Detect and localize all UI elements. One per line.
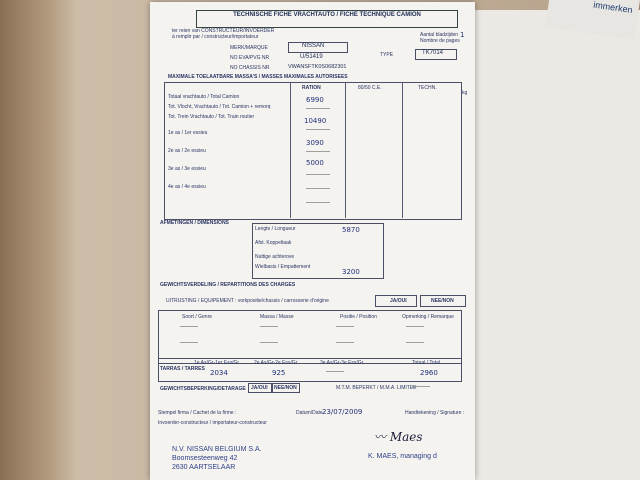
company-city: 2630 AARTSELAAR	[172, 464, 236, 471]
equipment-label: UITRUSTING / EQUIPEMENT : vorkpositie/chassis / carrosserie d'origine	[166, 298, 329, 304]
tare-value: 925	[272, 369, 286, 377]
tare-col: 3e As/Gr-3e Ess/Gr	[320, 360, 364, 366]
date-value: 23/07/2009	[322, 408, 363, 416]
row-label: 4e as / 4e essieu	[168, 184, 206, 190]
dims-title: AFMETINGEN / DIMENSIONS	[160, 220, 229, 226]
pages-count: 1	[460, 31, 465, 39]
row-label: 1e as / 1er essieu	[168, 130, 208, 136]
company-street: Boomsesteenweg 42	[172, 455, 238, 462]
tare-col: 2e As/Gr-2e Ess/Gr	[254, 360, 298, 366]
header-title: TECHNISCHE FICHE VRACHTAUTO / FICHE TECHNIQUE CAMION	[233, 12, 421, 18]
wheelbase-value: 3200	[342, 268, 360, 276]
importer-label: Invoerder-constructeur / importateur-constructeur	[158, 420, 267, 426]
mtm-label: M.T.M. BEPERKT / M.M.A. LIMITEE	[336, 385, 417, 391]
sheet-header	[196, 10, 458, 28]
row-label: Tot. Vlocht, Vrachtauto / Tot. Camion + remorq	[168, 104, 271, 110]
load-col: Massa / Masse	[260, 314, 294, 320]
type-label: TYPE	[380, 52, 394, 58]
make-value: NISSAN	[302, 43, 325, 49]
tare-label: TARRAS / TARRES	[160, 366, 205, 372]
row-value: 5000	[306, 159, 324, 167]
company-stamp: N.V. NISSAN BELGIUM S.A.	[172, 446, 262, 453]
header-line3: à remplir par / constructeur/importateur	[172, 34, 259, 40]
cab-label: Afst. Koppeltaak	[255, 240, 292, 246]
tare-value: 2960	[420, 369, 438, 377]
row-label: Totaal vrachtauto / Total Camion	[168, 94, 240, 100]
limiter-yes: JA/OUI	[251, 385, 268, 391]
stamp-label: Stempel firma / Cachet de la firme :	[158, 410, 237, 416]
pages-label-a: Aantal bladzijden	[420, 32, 459, 38]
tare-value: 2034	[210, 369, 228, 377]
equip-no: NEE/NON	[431, 298, 454, 304]
row-label: 3e as / 3e essieu	[168, 166, 206, 172]
corner-text: immerken	[592, 0, 634, 16]
date-label: Datum/Date :	[296, 410, 326, 416]
pages-label-b: Nombre de pages	[420, 38, 460, 44]
type-value: TK7014	[422, 50, 444, 56]
eva-value: U/51419	[300, 54, 323, 60]
row-label: Tot. Trein Vrachtauto / Tot. Train routier	[168, 114, 255, 120]
col-ration: RATION	[302, 85, 321, 91]
row-value: 6990	[306, 96, 324, 104]
row-label: 2e as / 2e essieu	[168, 148, 206, 154]
make-label: MERK/MARQUE	[230, 45, 268, 51]
eva-label: NO EVA/PVG NR	[230, 55, 270, 61]
rear-label: Nuttige achterove	[255, 254, 295, 260]
row-value: 3090	[306, 139, 324, 147]
length-value: 5870	[342, 226, 360, 234]
signature-label: Handtekening / Signature :	[405, 410, 465, 416]
distribution-title: GEWICHTSVERDELING / REPARTITIONS DES CHARGES	[160, 282, 296, 288]
chassis-label: NO CHASSIS NR	[230, 65, 270, 71]
masses-title: MAXIMALE TOELAATBARE MASSA'S / MASSES MAXIMALES AUTORISEES	[168, 74, 348, 80]
wheelbase-label: Wielbasis / Empattement	[255, 264, 311, 270]
signature-mark: 〰 Maes	[374, 430, 423, 444]
header-line2: ter reien van CONSTRUCTEUR/INVOERDER	[172, 28, 275, 34]
limiter-label: GEWICHTSBEPERKING/DETARAGE	[160, 386, 246, 392]
row-value: 10490	[304, 117, 327, 125]
load-col: Opmerking / Remarque	[402, 314, 454, 320]
col-ce: 80/50 C.E.	[358, 85, 382, 91]
signer-name: K. MAES, managing d	[368, 453, 437, 460]
limiter-no: NEE/NON	[274, 385, 297, 391]
load-col: Positie / Position	[340, 314, 377, 320]
unit-label: kg	[462, 90, 468, 96]
chassis-value: VWANSFTK0S0682301	[288, 64, 347, 70]
equip-yes: JA/OUI	[390, 298, 407, 304]
tare-col: 1e As/Gr-1er Ess/Gr	[194, 360, 240, 366]
tare-col: Totaal / Total	[412, 360, 440, 366]
background-paper	[470, 10, 640, 480]
load-col: Soort / Genre	[182, 314, 213, 320]
technical-sheet: TECHNISCHE FICHE VRACHTAUTO / FICHE TECHNIQUE CAMION ter reien van CONSTRUCTEUR/INVOERDER à remplir par / constructeur/importateur Aantal bladzijden Nombre de pages 1 MERK/MARQUE NISSAN NO EVA/PVG NR U/51419 TYPE TK7014 NO CHASSIS NR VWANSFTK0S0682301 MAXIMALE TOELAATBARE MASSA'S / MASSES MAXIMALES AUTORISEES RATION 80/50 C.E. TECHN. kg Totaal vrachtauto / Total Camion 6990 Tot. Vlocht, Vrachtauto / Tot. Camion + remorq Tot. Trein Vrachtauto / Tot. Train routier 10490 1e as / 1er essieu 3090 2e as / 2e essieu 3e as / 3e essieu 5000 4e as / 4e essieu ———— ———— ———— ———— ———— ———— AFMETINGEN / DIMENSIONS Lengte / Longueur 5870 Afst. Koppeltaak Nuttige achterove Wielbasis / Empattement 3200 GEWICHTSVERDELING / REPARTITIONS DES CHARGES UITRUSTING / EQUIPEMENT : vorkpositie/chassis / carrosserie d'origine JA/OUI NEE/NON Soort / Genre Massa / Masse Positie / Position Opmerking / Remarque ——— ——— ——— ——— ——— ——— ——— ——— TARRAS / TARRES 1e As/Gr-1er Ess/Gr 2e As/Gr-2e Ess/Gr 3e As/Gr-3e Ess/Gr Totaal / Total 2034 925 ——— 2960 GEWICHTSBEPERKING/DETARAGE JA/OUI NEE/NON M.T.M. BEPERKT / M.M.A. LIMITEE ——— Stempel firma / Cachet de la firme : Invoerder-constructeur / importateur-constructeur Datum/Date : 23/07/2009 Handtekening / Signature : N.V. NISSAN BELGIUM S.A. Boomsesteenweg 42 2630 AARTSELAAR 〰 Maes K. MAES, managing d	[150, 2, 475, 480]
col-techn: TECHN.	[418, 85, 437, 91]
length-label: Lengte / Longueur	[255, 226, 296, 232]
